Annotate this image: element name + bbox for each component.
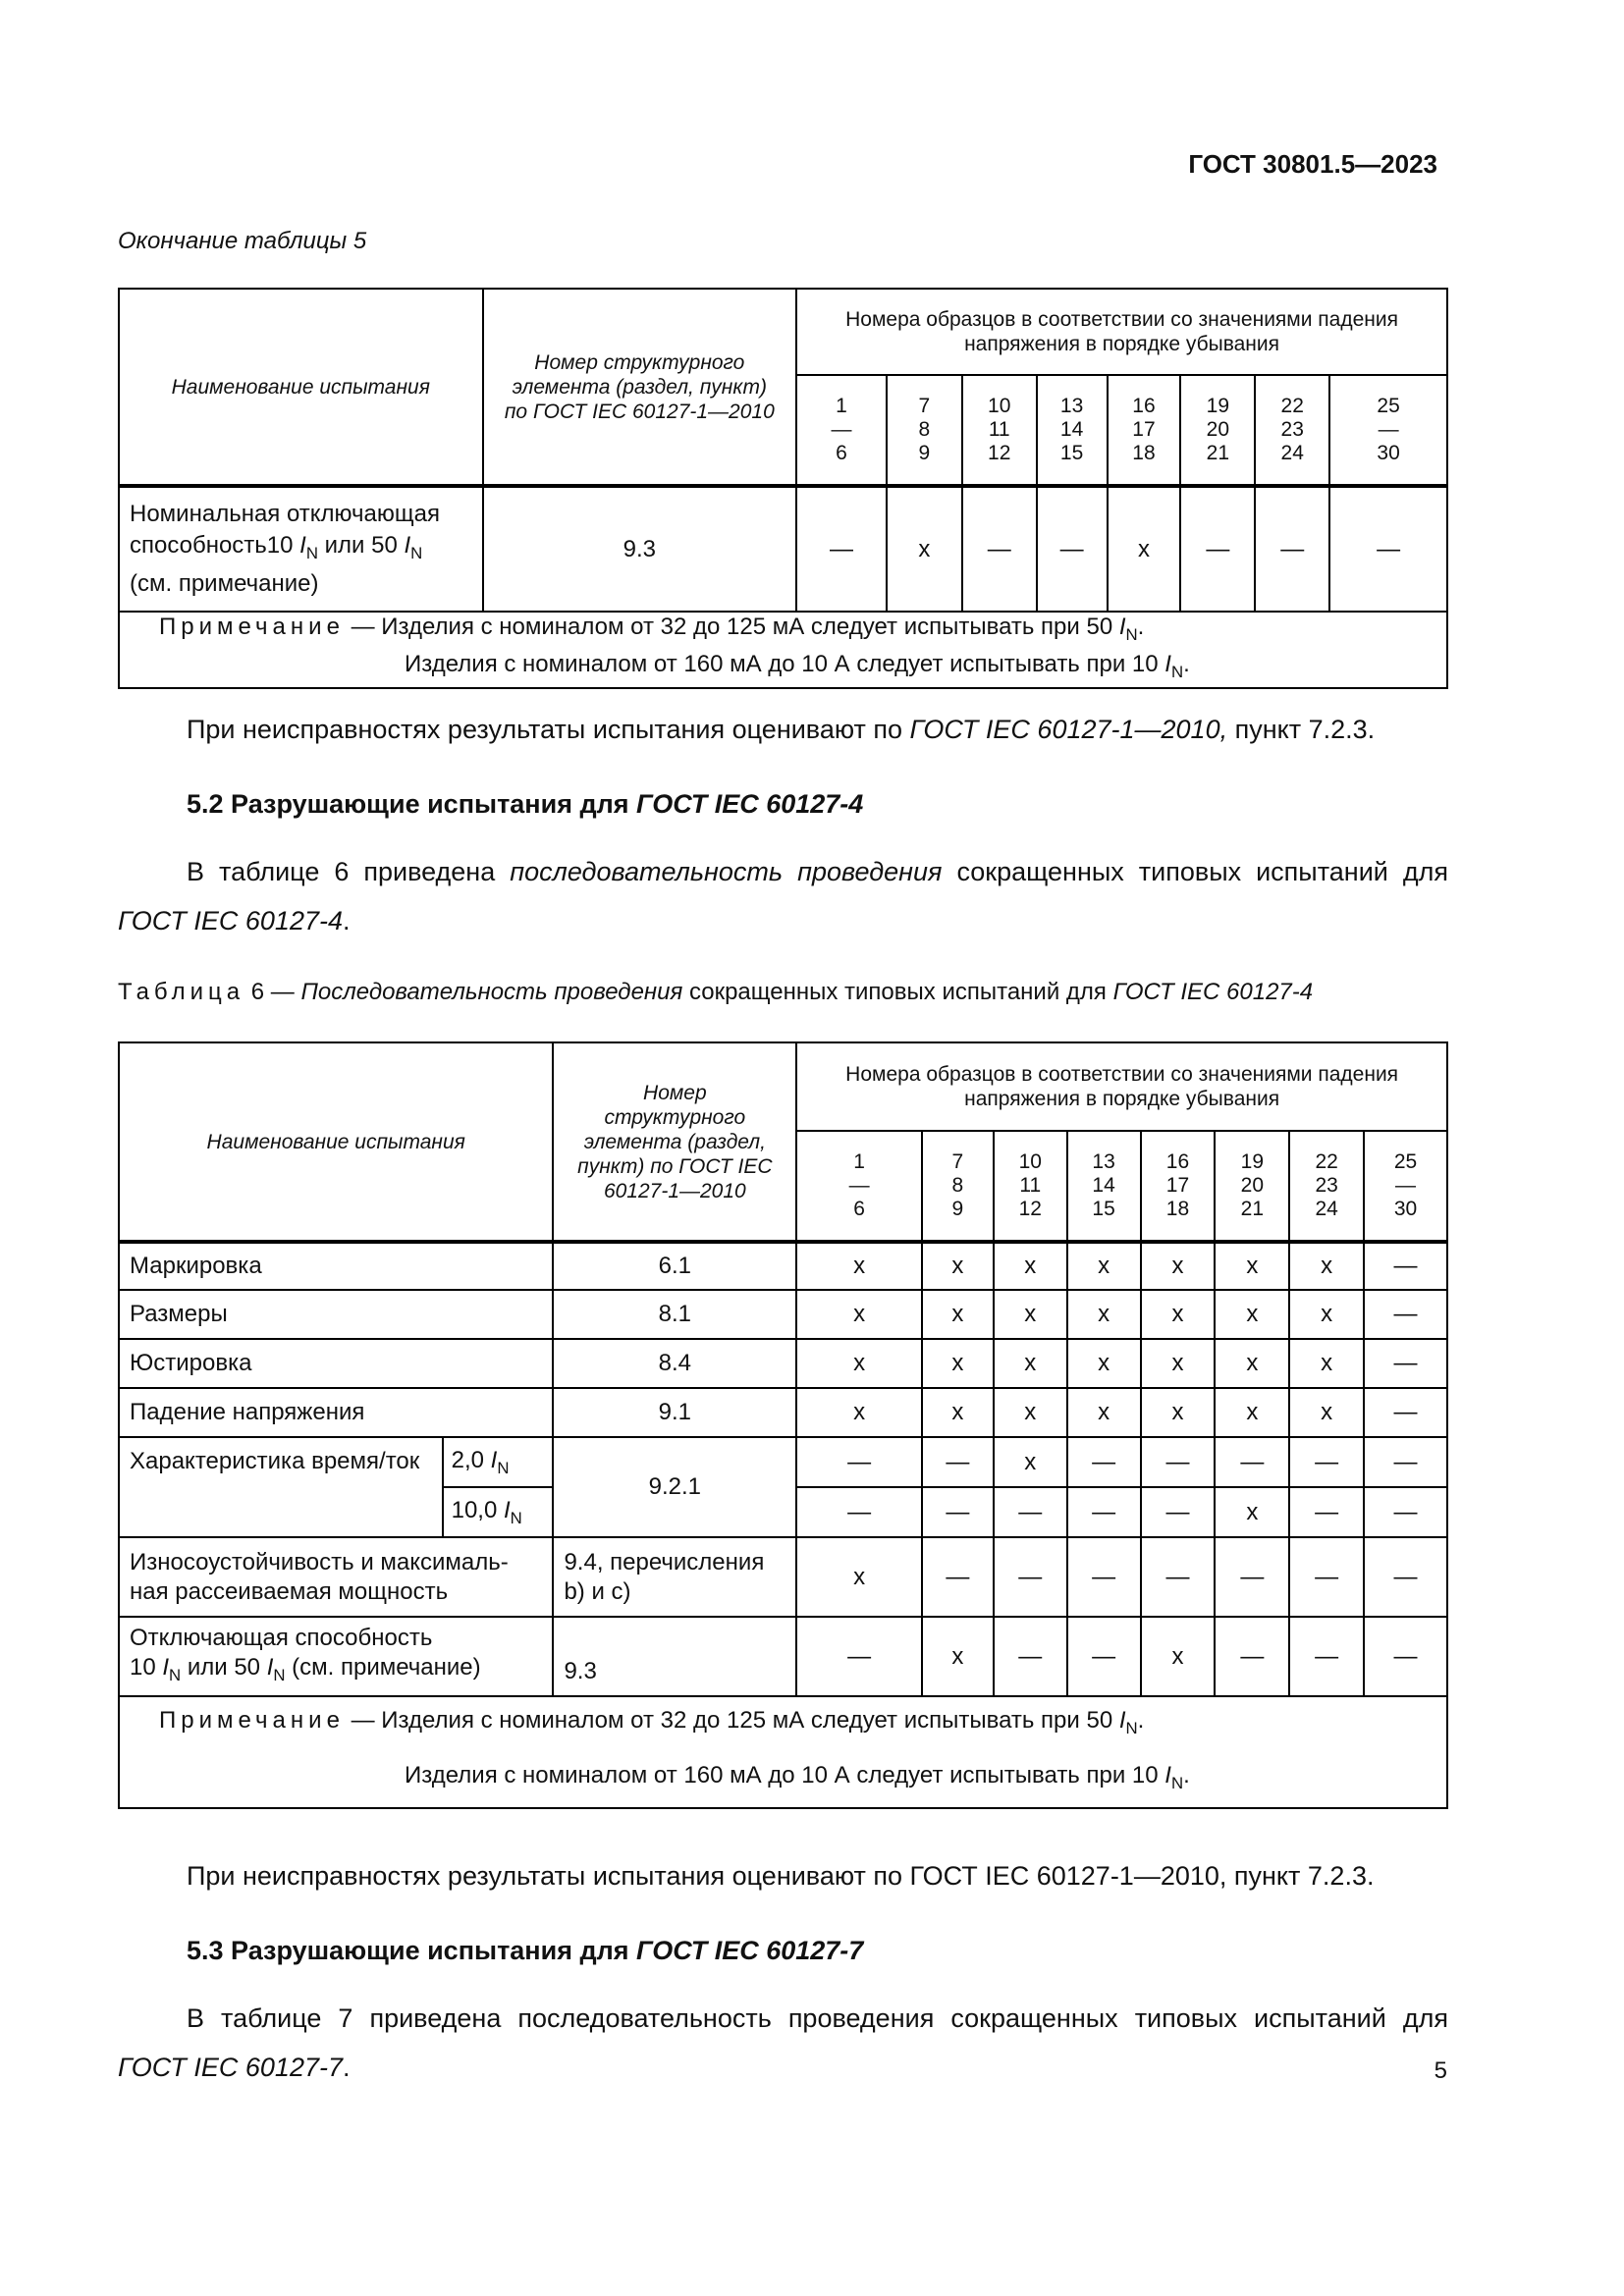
value-cell: — xyxy=(1329,486,1447,612)
test-name-cell: Износоустойчивость и максималь- ная рассеиваемая мощность xyxy=(119,1537,553,1617)
struct-ref-cell: 9.3 xyxy=(483,486,797,612)
table-row xyxy=(119,1290,1447,1339)
table-row xyxy=(119,1617,1447,1696)
table-6-caption: Таблица 6 — Последовательность проведения сокращенных типовых испытаний для ГОСТ IEC 60127-4 xyxy=(118,979,1314,1005)
header-sample-numbers: Номера образцов в соответствии со значениями падения напряжения в порядке убывания xyxy=(796,289,1447,375)
value-cell: x xyxy=(994,1339,1067,1388)
sample-group: 16 17 18 xyxy=(1108,375,1181,486)
paragraph-table7-intro-l1: В таблице 7 приведена последовательность проведения сокращенных типовых испытаний для xyxy=(187,2003,1448,2033)
document-code: ГОСТ 30801.5—2023 xyxy=(1188,149,1437,179)
test-name-cell: Размеры xyxy=(119,1290,553,1339)
header-struct-element: Номер структурного элемента (раздел, пункт) по ГОСТ IEC 60127-1—2010 xyxy=(553,1042,796,1242)
table-row xyxy=(119,1339,1447,1388)
value-cell: — xyxy=(1037,486,1108,612)
value-cell: x xyxy=(1141,1617,1216,1696)
value-cell: x xyxy=(1067,1388,1141,1437)
value-cell: — xyxy=(796,1437,922,1487)
table-note: Примечание — Изделия с номиналом от 32 до 125 мА следует испытывать при 50 $I_N$. Изделия с номиналом от 160 мА до 10 А следует испытывать при 10 $I_N$. xyxy=(119,1696,1447,1808)
value-cell: x xyxy=(1289,1242,1364,1290)
value-cell: x xyxy=(887,486,962,612)
sample-group: 7 8 9 xyxy=(887,375,962,486)
struct-ref-cell: 9.2.1 xyxy=(553,1437,796,1537)
value-cell: x xyxy=(796,1242,922,1290)
value-cell: — xyxy=(1289,1437,1364,1487)
table-row xyxy=(119,1537,1447,1617)
value-cell: — xyxy=(1141,1537,1216,1617)
table-5 xyxy=(118,288,1448,689)
test-name-cell: Характеристика время/ток xyxy=(119,1437,443,1537)
value-cell: — xyxy=(922,1487,994,1537)
value-cell: x xyxy=(994,1290,1067,1339)
value-cell: — xyxy=(1255,486,1329,612)
value-cell: x xyxy=(1141,1388,1216,1437)
value-cell: — xyxy=(1141,1487,1216,1537)
table-row xyxy=(119,486,1447,612)
value-cell: x xyxy=(1067,1339,1141,1388)
value-cell: x xyxy=(922,1290,994,1339)
struct-ref-cell: 8.1 xyxy=(553,1290,796,1339)
sample-group: 7 8 9 xyxy=(922,1131,994,1242)
value-cell: — xyxy=(1364,1339,1447,1388)
section-5-3-title: 5.3 Разрушающие испытания для ГОСТ IEC 60127-7 xyxy=(187,1936,864,1965)
value-cell: x xyxy=(1289,1339,1364,1388)
value-cell: — xyxy=(922,1437,994,1487)
struct-ref-cell: 9.3 xyxy=(553,1617,796,1696)
value-cell: x xyxy=(922,1617,994,1696)
value-cell: — xyxy=(1289,1487,1364,1537)
value-cell: — xyxy=(1215,1617,1289,1696)
value-cell: x xyxy=(796,1388,922,1437)
value-cell: x xyxy=(1215,1339,1289,1388)
value-cell: x xyxy=(1215,1242,1289,1290)
sample-group: 25 — 30 xyxy=(1329,375,1447,486)
value-cell: x xyxy=(1141,1242,1216,1290)
page-number: 5 xyxy=(1434,2057,1447,2084)
value-cell: x xyxy=(922,1242,994,1290)
sample-group: 19 20 21 xyxy=(1215,1131,1289,1242)
test-name-cell: Отключающая способность 10 $I_N$ или 50 $I_N$ (см. примечание) xyxy=(119,1617,553,1696)
value-cell: — xyxy=(1364,1388,1447,1437)
current-multiple-cell: 10,0 $I_N$ xyxy=(443,1487,554,1537)
value-cell: x xyxy=(1141,1339,1216,1388)
value-cell: x xyxy=(1067,1290,1141,1339)
value-cell: — xyxy=(1364,1437,1447,1487)
paragraph-result-eval-1: При неисправностях результаты испытания оценивают по ГОСТ IEC 60127-1—2010, пункт 7.2.3. xyxy=(187,715,1376,744)
value-cell: — xyxy=(1289,1617,1364,1696)
value-cell: — xyxy=(962,486,1037,612)
value-cell: x xyxy=(1215,1487,1289,1537)
value-cell: x xyxy=(1067,1242,1141,1290)
header-test-name: Наименование испытания xyxy=(119,1042,553,1242)
sample-group: 10 11 12 xyxy=(994,1131,1067,1242)
value-cell: — xyxy=(1364,1290,1447,1339)
value-cell: x xyxy=(796,1290,922,1339)
sample-group: 19 20 21 xyxy=(1180,375,1255,486)
test-name-cell: Номинальная отключающая способность10 $I_N$ или 50 $I_N$ (см. примечание) xyxy=(119,486,483,612)
sample-group: 16 17 18 xyxy=(1141,1131,1216,1242)
value-cell: x xyxy=(1289,1290,1364,1339)
sample-group: 1 — 6 xyxy=(796,375,887,486)
test-name-cell: Падение напряжения xyxy=(119,1388,553,1437)
value-cell: x xyxy=(1289,1388,1364,1437)
value-cell: x xyxy=(1215,1388,1289,1437)
value-cell: — xyxy=(796,486,887,612)
value-cell: x xyxy=(1141,1290,1216,1339)
table-row xyxy=(119,1242,1447,1290)
value-cell: — xyxy=(994,1537,1067,1617)
paragraph-table6-intro-l2: ГОСТ IEC 60127-4. xyxy=(118,906,351,935)
sample-group: 13 14 15 xyxy=(1037,375,1108,486)
value-cell: — xyxy=(1289,1537,1364,1617)
value-cell: — xyxy=(1141,1437,1216,1487)
paragraph-table6-intro-l1: В таблице 6 приведена последовательность проведения сокращенных типовых испытаний для xyxy=(187,857,1448,886)
struct-ref-cell: 6.1 xyxy=(553,1242,796,1290)
value-cell: x xyxy=(1108,486,1181,612)
paragraph-result-eval-2: При неисправностях результаты испытания оценивают по ГОСТ IEC 60127-1—2010, пункт 7.2.3. xyxy=(187,1861,1375,1891)
sample-group: 1 — 6 xyxy=(796,1131,922,1242)
value-cell: — xyxy=(796,1617,922,1696)
test-name-cell: Маркировка xyxy=(119,1242,553,1290)
value-cell: x xyxy=(994,1437,1067,1487)
struct-ref-cell: 9.1 xyxy=(553,1388,796,1437)
table-row xyxy=(119,1437,1447,1487)
value-cell: — xyxy=(1067,1437,1141,1487)
current-multiple-cell: 2,0 $I_N$ xyxy=(443,1437,554,1487)
value-cell: — xyxy=(922,1537,994,1617)
value-cell: — xyxy=(1364,1537,1447,1617)
value-cell: x xyxy=(922,1388,994,1437)
value-cell: — xyxy=(1215,1537,1289,1617)
value-cell: x xyxy=(796,1339,922,1388)
value-cell: — xyxy=(1364,1242,1447,1290)
sample-group: 22 23 24 xyxy=(1255,375,1329,486)
value-cell: x xyxy=(922,1339,994,1388)
value-cell: — xyxy=(1180,486,1255,612)
header-struct-element: Номер структурного элемента (раздел, пункт) по ГОСТ IEC 60127-1—2010 xyxy=(483,289,797,486)
value-cell: x xyxy=(1215,1290,1289,1339)
table-row xyxy=(119,1388,1447,1437)
value-cell: x xyxy=(796,1537,922,1617)
value-cell: — xyxy=(796,1487,922,1537)
value-cell: x xyxy=(994,1388,1067,1437)
header-sample-numbers: Номера образцов в соответствии со значениями падения напряжения в порядке убывания xyxy=(796,1042,1447,1131)
table-continuation-label: Окончание таблицы 5 xyxy=(118,228,367,254)
value-cell: x xyxy=(994,1242,1067,1290)
sample-group: 22 23 24 xyxy=(1289,1131,1364,1242)
value-cell: — xyxy=(1364,1487,1447,1537)
table-6 xyxy=(118,1041,1448,1809)
paragraph-table7-intro-l2: ГОСТ IEC 60127-7. xyxy=(118,2053,351,2082)
value-cell: — xyxy=(1215,1437,1289,1487)
struct-ref-cell: 9.4, перечисления b) и c) xyxy=(553,1537,796,1617)
header-test-name: Наименование испытания xyxy=(119,289,483,486)
value-cell: — xyxy=(1067,1537,1141,1617)
sample-group: 13 14 15 xyxy=(1067,1131,1141,1242)
value-cell: — xyxy=(1364,1617,1447,1696)
value-cell: — xyxy=(1067,1487,1141,1537)
sample-group: 25 — 30 xyxy=(1364,1131,1447,1242)
table-note: Примечание — Изделия с номиналом от 32 до 125 мА следует испытывать при 50 $I_N$. Изделия с номиналом от 160 мА до 10 А следует испытывать при 10 $I_N$. xyxy=(119,612,1447,688)
value-cell: — xyxy=(994,1487,1067,1537)
value-cell: — xyxy=(994,1617,1067,1696)
sample-group: 10 11 12 xyxy=(962,375,1037,486)
struct-ref-cell: 8.4 xyxy=(553,1339,796,1388)
section-5-2-title: 5.2 Разрушающие испытания для ГОСТ IEC 60127-4 xyxy=(187,789,864,819)
value-cell: — xyxy=(1067,1617,1141,1696)
test-name-cell: Юстировка xyxy=(119,1339,553,1388)
